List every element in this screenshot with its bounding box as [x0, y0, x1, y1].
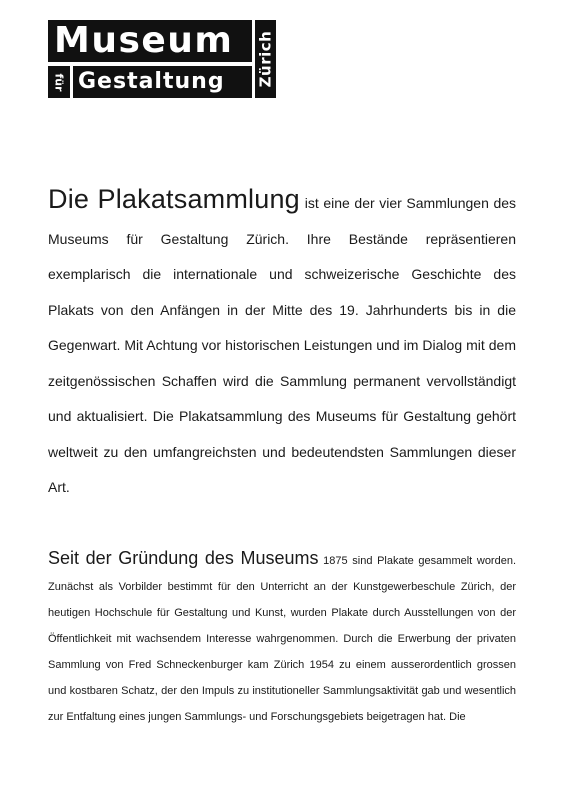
logo-zurich-text: Zürich	[256, 30, 275, 88]
logo-museum-text: Museum	[48, 20, 252, 62]
intro-paragraph	[48, 182, 516, 506]
history-lead-heading: Seit der Gründung des Museums	[48, 548, 319, 568]
intro-lead-heading: Die Plakatsammlung	[48, 184, 300, 214]
history-paragraph	[48, 545, 516, 730]
history-paragraph-text: 1875 sind Plakate gesammelt worden. Zunächst als Vorbilder bestimmt für den Unterricht an der Kunstgewerbeschule Zürich, der heutigen Hochschule für Gestaltung und Kunst, wurden Plakate durch Ausstellungen von der Öffentlichkeit mit wachsendem Interesse wahrgenommen. Durch die Erwerbung der privaten Sammlung von Fred Schneckenburger kam Zürich 1954 zu einem ausserordentlich grossen und kostbaren Schatz, der den Impuls zu institutioneller Sammlungsaktivität gab und wesentlich zur Entfaltung eines jungen Sammlungs- und Forschungsgebiets beigetragen hat. Die	[48, 555, 517, 723]
logo-zurich-block	[255, 20, 276, 98]
logo-fuer-text: für	[52, 72, 66, 92]
logo-fuer-block	[48, 66, 70, 98]
museum-logo	[48, 20, 276, 98]
intro-paragraph-text: ist eine der vier Sammlungen des Museums für Gestaltung Zürich. Ihre Bestände repräsentieren exemplarisch die internationale und schweizerische Geschichte des Plakats von den Anfängen in der Mitte des 19. Jahrhunderts bis in die Gegenwart. Mit Achtung vor historischen Leistungen und im Dialog mit dem zeitgenössischen Schaffen wird die Sammlung permanent vervollständigt und aktualisiert. Die Plakatsammlung des Museums für Gestaltung gehört weltweit zu den umfangreichsten und bedeutendsten Sammlungen dieser Art.	[48, 195, 517, 495]
logo-gestaltung-text: Gestaltung	[73, 66, 252, 98]
